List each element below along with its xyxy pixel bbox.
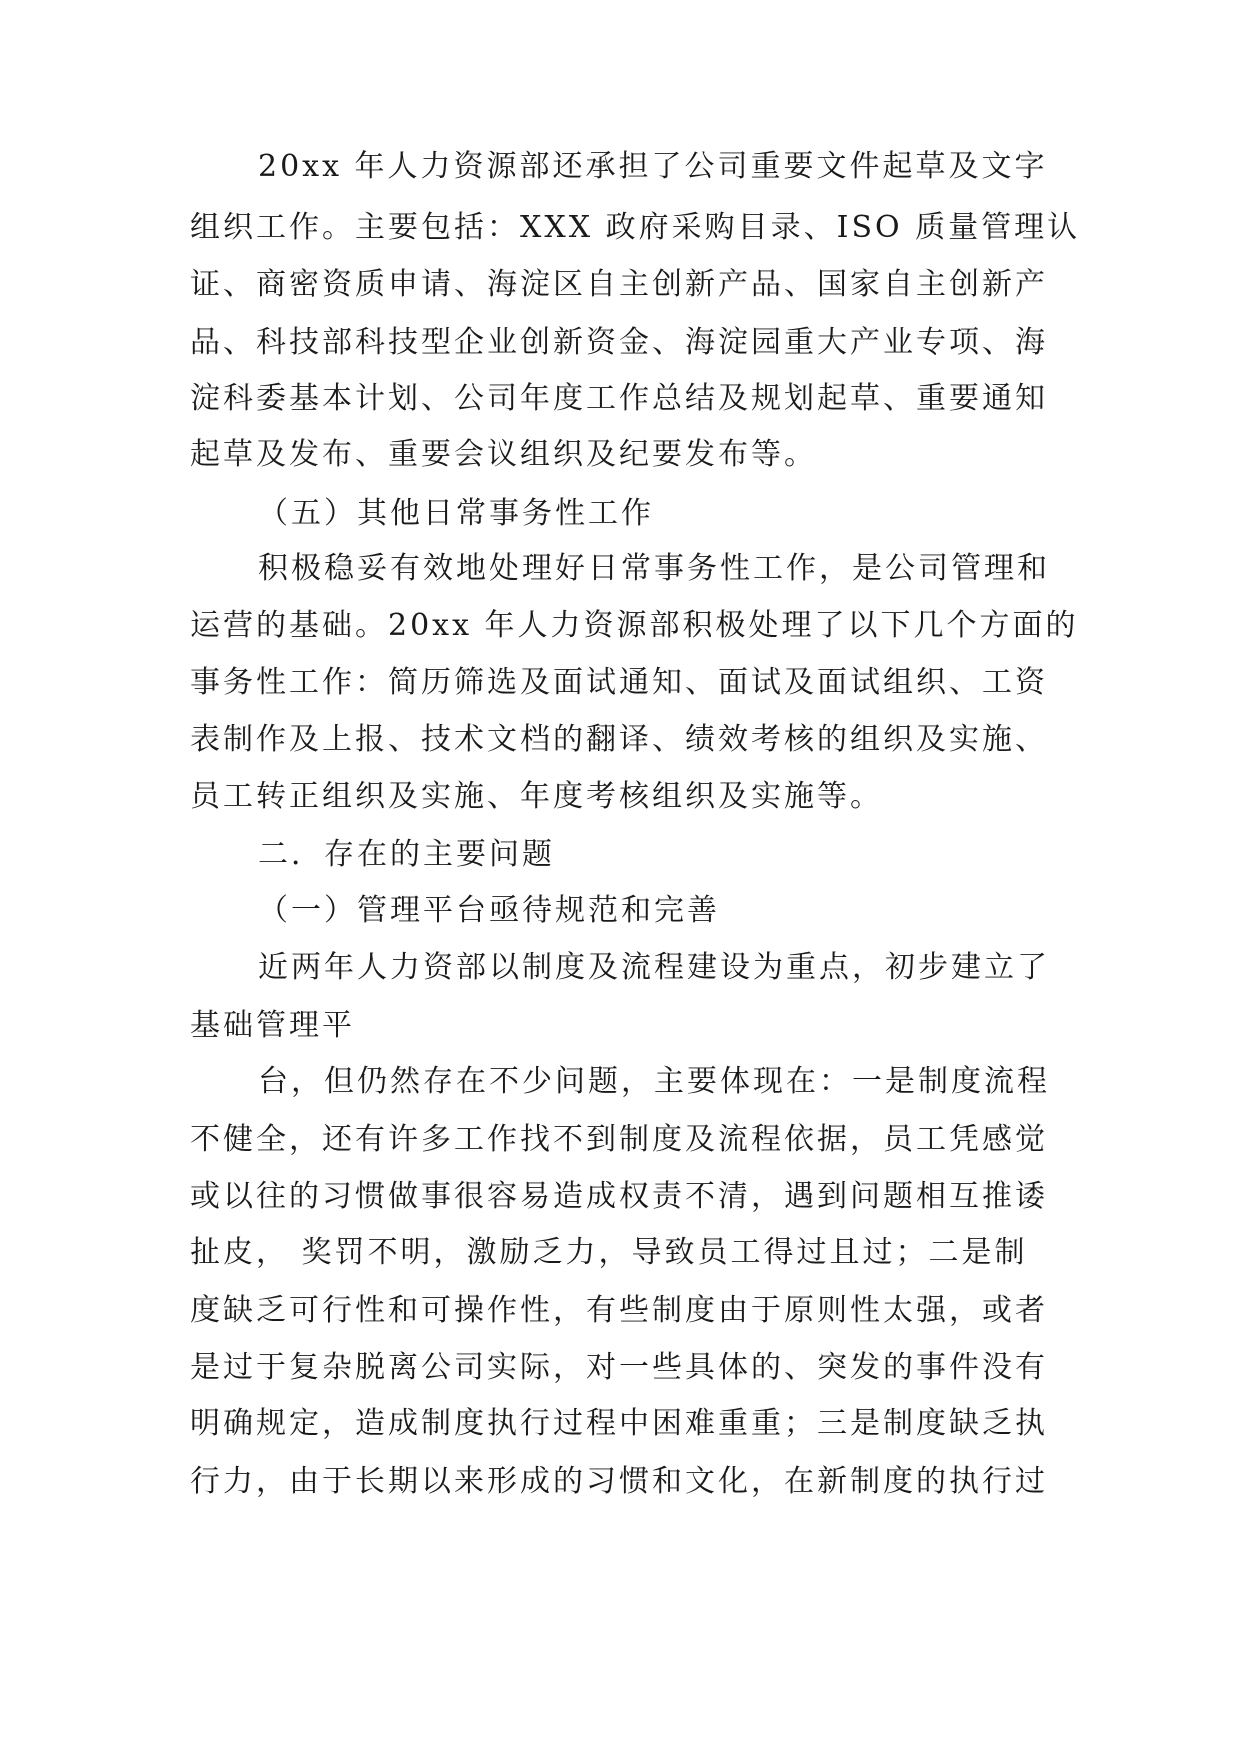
text-line: 事务性工作：简历筛选及面试通知、面试及面试组织、工资 <box>190 665 1048 700</box>
text-line: 员工转正组织及实施、年度考核组织及实施等。 <box>190 779 883 814</box>
text-line: 品、科技部科技型企业创新资金、海淀园重大产业专项、海 <box>190 325 1048 360</box>
text-line: 积极稳妥有效地处理好日常事务性工作，是公司管理和 <box>258 551 1050 586</box>
text-line: 运营的基础。20xx 年人力资源部积极处理了以下几个方面的 <box>190 608 1079 643</box>
text-line: 是过于复杂脱离公司实际，对一些具体的、突发的事件没有 <box>190 1350 1048 1385</box>
text-line: 基础管理平 <box>190 1008 355 1043</box>
section-heading: （一）管理平台亟待规范和完善 <box>258 893 720 928</box>
text-line: 表制作及上报、技术文档的翻译、绩效考核的组织及实施、 <box>190 722 1048 757</box>
text-line: 证、商密资质申请、海淀区自主创新产品、国家自主创新产 <box>190 267 1048 302</box>
text-line: 行力，由于长期以来形成的习惯和文化，在新制度的执行过 <box>190 1464 1048 1499</box>
text-line: 近两年人力资部以制度及流程建设为重点，初步建立了 <box>258 950 1050 985</box>
text-line: 台，但仍然存在不少问题，主要体现在：一是制度流程 <box>258 1064 1050 1099</box>
text-line: 明确规定，造成制度执行过程中困难重重；三是制度缺乏执 <box>190 1406 1048 1441</box>
section-heading: （五）其他日常事务性工作 <box>258 496 654 531</box>
text-line: 组织工作。主要包括：XXX 政府采购目录、ISO 质量管理认 <box>190 210 1081 245</box>
text-line: 起草及发布、重要会议组织及纪要发布等。 <box>190 437 817 472</box>
text-line: 淀科委基本计划、公司年度工作总结及规划起草、重要通知 <box>190 381 1048 416</box>
text-line: 或以往的习惯做事很容易造成权责不清，遇到问题相互推诿 <box>190 1179 1048 1214</box>
text-line: 扯皮， 奖罚不明，激励乏力，导致员工得过且过；二是制 <box>190 1235 1028 1270</box>
text-line: 20xx 年人力资源部还承担了公司重要文件起草及文字 <box>258 149 1048 184</box>
text-line: 不健全，还有许多工作找不到制度及流程依据，员工凭感觉 <box>190 1122 1048 1157</box>
text-line: 度缺乏可行性和可操作性，有些制度由于原则性太强，或者 <box>190 1293 1048 1328</box>
section-heading: 二．存在的主要问题 <box>258 837 555 872</box>
